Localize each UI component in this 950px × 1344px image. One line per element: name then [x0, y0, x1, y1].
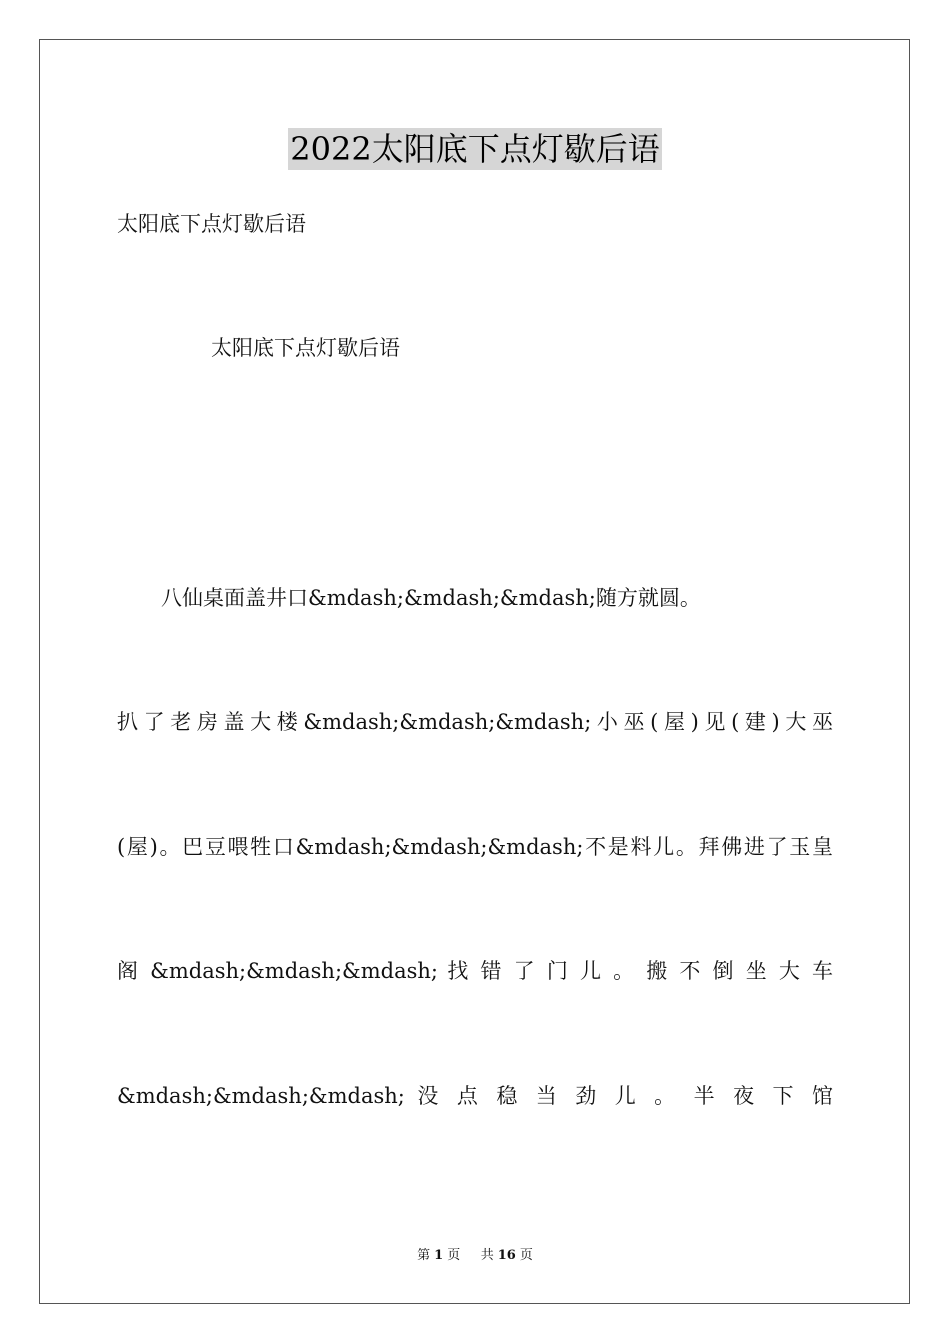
title-container [0, 128, 950, 170]
paragraph-line-2: 扒了老房盖大楼&mdash;&mdash;&mdash;小巫(屋)见(建)大巫 [117, 710, 833, 734]
page-prefix: 第 [417, 1248, 431, 1263]
document-subtitle: 太阳底下点灯歇后语 [117, 212, 306, 236]
total-suffix: 页 [519, 1248, 533, 1263]
page-footer [0, 1246, 950, 1266]
page-suffix: 页 [447, 1248, 461, 1263]
paragraph-line-3: (屋)。巴豆喂牲口&mdash;&mdash;&mdash;不是料儿。拜佛进了玉皇 [117, 835, 833, 859]
total-pages: 16 [497, 1248, 516, 1263]
paragraph-line-1: 八仙桌面盖井口&mdash;&mdash;&mdash;随方就圆。 [161, 586, 701, 610]
section-heading: 太阳底下点灯歇后语 [211, 336, 400, 360]
total-prefix: 共 [480, 1248, 494, 1263]
document-title: 2022太阳底下点灯歇后语 [290, 130, 660, 168]
page-number: 1 [434, 1248, 444, 1263]
paragraph-line-4: 阁 &mdash;&mdash;&mdash; 找 错 了 门 儿 。 搬 不 倒 坐 大 车 [117, 959, 833, 983]
paragraph-line-5: &mdash;&mdash;&mdash; 没 点 稳 当 劲 儿 。 半 夜 下 馆 [117, 1084, 833, 1108]
